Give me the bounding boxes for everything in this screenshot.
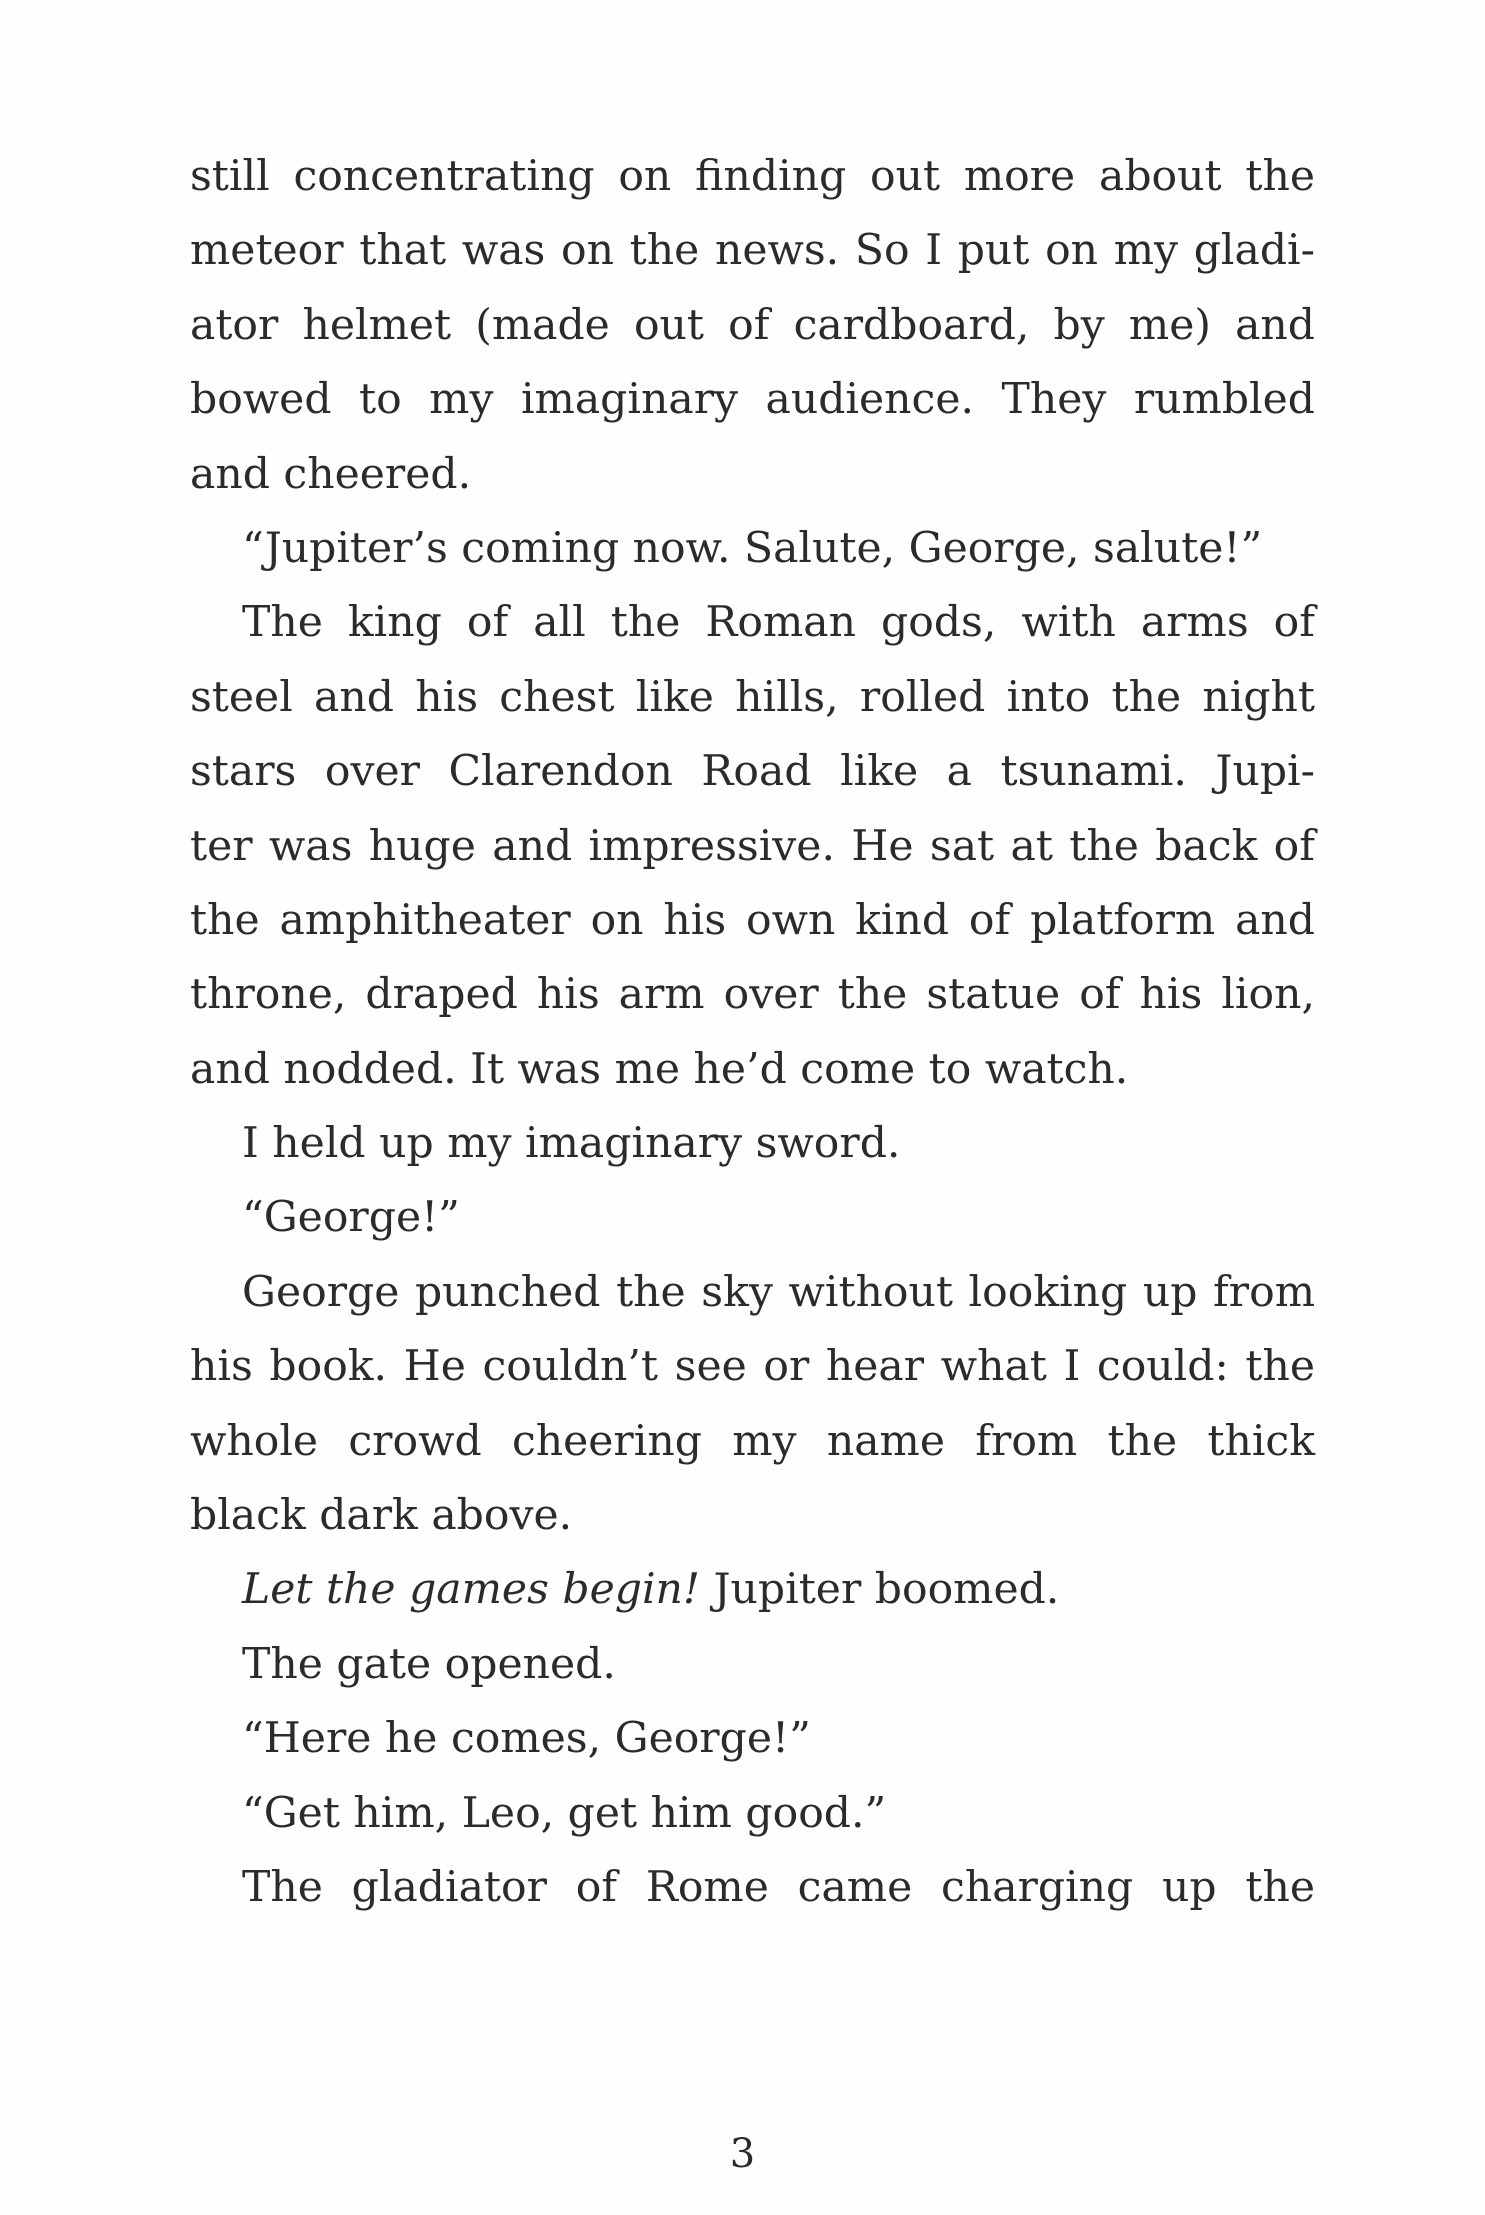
text-line: and cheered. — [190, 449, 472, 499]
text-line: George punched the sky without looking up from — [242, 1267, 1315, 1317]
text-line: throne, draped his arm over the statue of his lion, — [190, 970, 1315, 1020]
text-line: ator helmet (made out of cardboard, by me) and — [190, 300, 1315, 350]
text-line: stars over Clarendon Road like a tsunami. Jupi- — [190, 747, 1315, 797]
text-line: whole crowd cheering my name from the thick — [190, 1416, 1315, 1466]
text-line: “Here he comes, George!” — [242, 1714, 811, 1764]
text-line — [190, 1553, 1315, 1627]
text-line: “Jupiter’s coming now. Salute, George, salute!” — [242, 523, 1263, 573]
text-line: steel and his chest like hills, rolled into the night — [190, 672, 1315, 722]
italic-phrase: Let the games begin! — [242, 1565, 700, 1615]
line-continuation: Jupiter boomed. — [700, 1565, 1060, 1615]
text-line: ter was huge and impressive. He sat at the back of — [190, 821, 1315, 871]
text-line: The gladiator of Rome came charging up the — [242, 1862, 1315, 1912]
text-line: “George!” — [242, 1193, 460, 1243]
text-line: The gate opened. — [242, 1639, 616, 1689]
text-line: “Get him, Leo, get him good.” — [242, 1788, 887, 1838]
text-line: bowed to my imaginary audience. They rumbled — [190, 375, 1315, 425]
body-text — [190, 140, 1315, 1925]
text-line: black dark above. — [190, 1491, 573, 1541]
text-line: and nodded. It was me he’d come to watch. — [190, 1044, 1129, 1094]
text-line: his book. He couldn’t see or hear what I could: the — [190, 1342, 1315, 1392]
page-number: 3 — [729, 2131, 756, 2177]
text-line: still concentrating on finding out more about the — [190, 152, 1315, 201]
text-line: The king of all the Roman gods, with arms of — [242, 598, 1315, 648]
text-line: meteor that was on the news. So I put on my gladi- — [190, 226, 1315, 276]
text-line: I held up my imaginary sword. — [242, 1119, 901, 1169]
text-line: the amphitheater on his own kind of platform and — [190, 895, 1315, 945]
